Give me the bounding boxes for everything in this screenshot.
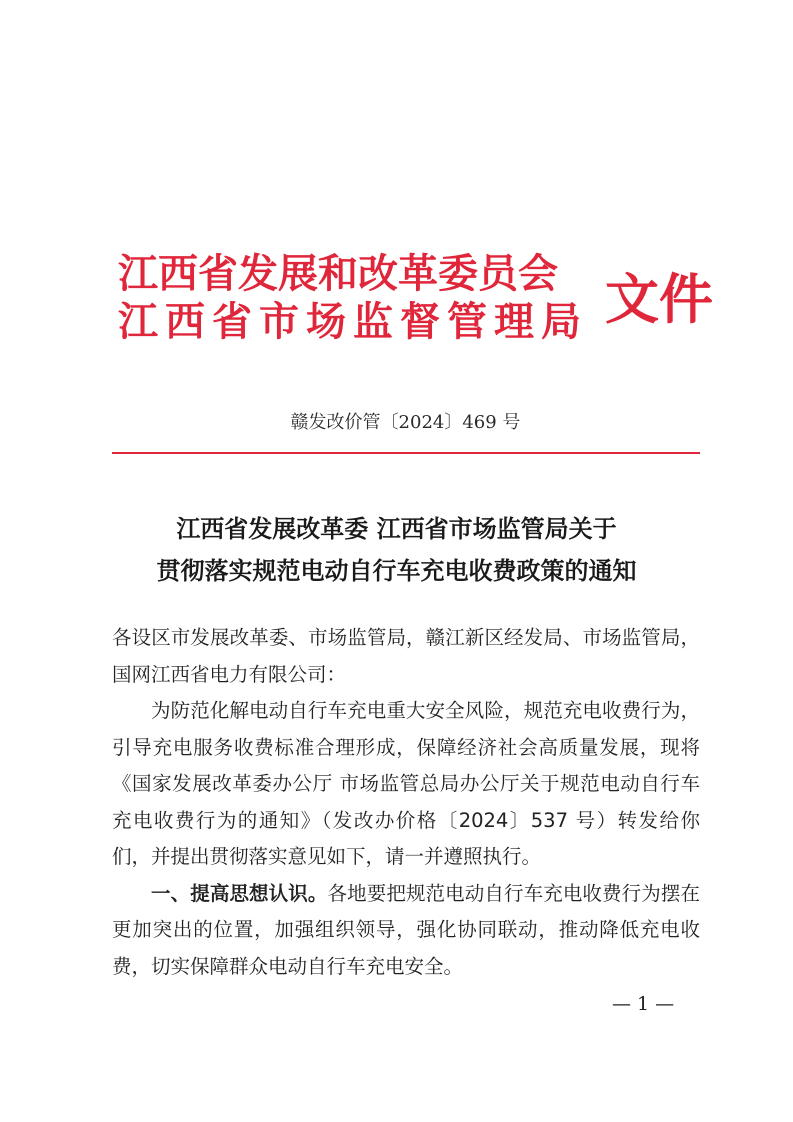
page-number: — 1 — (612, 993, 675, 1015)
masthead (118, 248, 718, 348)
title-line-1: 江西省发展改革委 江西省市场监管局关于 (176, 514, 617, 543)
document-title (0, 508, 793, 592)
document-number: 赣发改价管〔2024〕469 号 (290, 412, 521, 433)
paragraph-section-1 (112, 876, 700, 986)
masthead-issuer-2: 江西省市场监督管理局 (118, 299, 588, 345)
section-1-heading: 一、提高思想认识。 (151, 881, 328, 905)
addressee: 各设区市发展改革委、市场监管局，赣江新区经发局、市场监管局，国网江西省电力有限公司： (112, 626, 700, 686)
document-body (112, 620, 700, 985)
section-1-text: 各地要把规范电动自行车充电收费行为摆在更加突出的位置，加强组织领导，强化协同联动，推动降低充电收费，切实保障群众电动自行车充电安全。 (112, 881, 700, 978)
title-line-2: 贯彻落实规范电动自行车充电收费政策的通知 (156, 556, 637, 585)
masthead-suffix: 文件 (605, 268, 713, 331)
red-separator-line (112, 452, 700, 454)
paragraph-intro: 为防范化解电动自行车充电重大安全风险，规范充电收费行为，引导充电服务收费标准合理形成，保障经济社会高质量发展，现将《国家发展改革委办公厅 市场监管总局办公厅关于规范电动自行车充电收费行为的通知》（发改办价格〔2024〕537 号）转发给你们，并提出贯彻落实意见如下，请一并遵照执行。 (112, 699, 700, 868)
masthead-issuer-1: 江西省发展和改革委员会 (118, 251, 558, 297)
